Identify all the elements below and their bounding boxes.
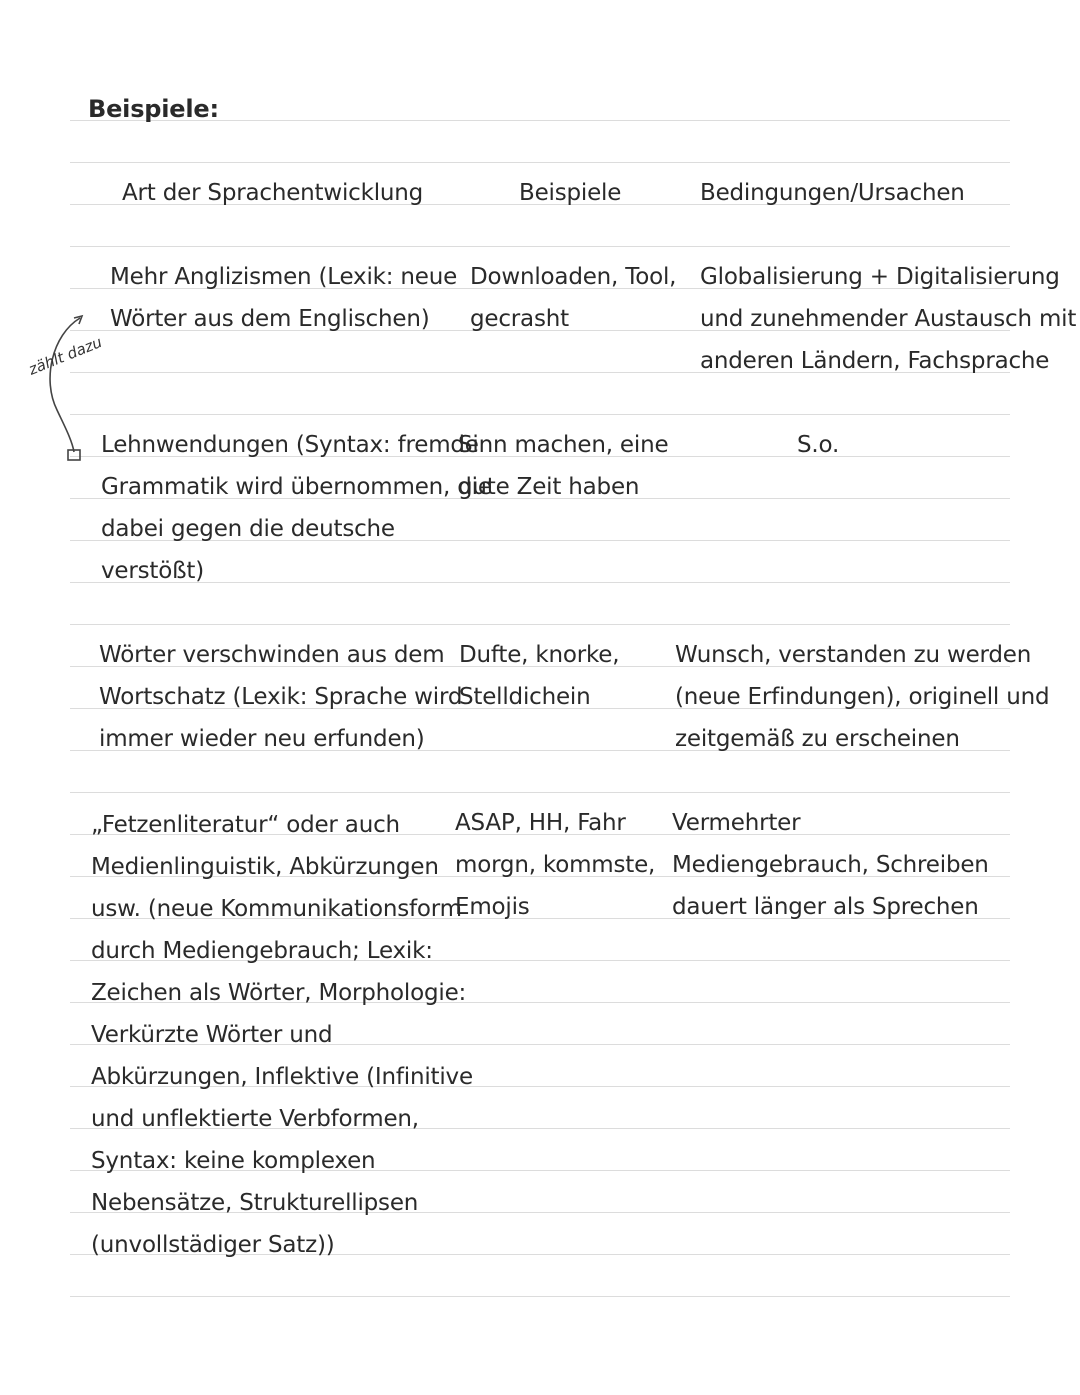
row4-beispiele-line1: ASAP, HH, Fahr [455,810,626,836]
row4-ursachen-line3: dauert länger als Sprechen [672,894,979,920]
row3-ursachen-line1: Wunsch, verstanden zu werden [675,642,1032,668]
row2-beispiele-line1: Sinn machen, eine [458,432,669,458]
curved-arrow-icon [22,300,102,470]
row1-ursachen-line1: Globalisierung + Digitalisierung [700,264,1060,290]
row4-art-line9: Syntax: keine komplexen [91,1148,376,1174]
row4-art-line10: Nebensätze, Strukturellipsen [91,1190,419,1216]
row3-beispiele-line1: Dufte, knorke, [459,642,620,668]
row2-art-line4: verstößt) [101,558,204,584]
row4-art-line11: (unvollstädiger Satz)) [91,1232,335,1258]
row2-beispiele-line2: gute Zeit haben [458,474,640,500]
column-header-art: Art der Sprachentwicklung [122,180,424,206]
column-header-beispiele: Beispiele [519,180,622,206]
row1-beispiele-line2: gecrasht [470,306,569,332]
row3-ursachen-line3: zeitgemäß zu erscheinen [675,726,960,752]
margin-note [22,300,105,474]
row4-art-line1: „Fetzenliteratur“ oder auch [91,812,400,838]
column-header-ursachen: Bedingungen/Ursachen [700,180,965,206]
row4-ursachen-line2: Mediengebrauch, Schreiben [672,852,989,878]
row3-art-line1: Wörter verschwinden aus dem [99,642,445,668]
row4-art-line5: Zeichen als Wörter, Morphologie: [91,980,467,1006]
row4-art-line2: Medienlinguistik, Abkürzungen [91,854,439,880]
row4-art-line3: usw. (neue Kommunikationsform [91,896,462,922]
row4-beispiele-line3: Emojis [455,894,530,920]
row3-ursachen-line2: (neue Erfindungen), originell und [675,684,1050,710]
row1-art-line1: Mehr Anglizismen (Lexik: neue [110,264,458,290]
row1-art-line2: Wörter aus dem Englischen) [110,306,430,332]
row4-art-line6: Verkürzte Wörter und [91,1022,333,1048]
row3-art-line3: immer wieder neu erfunden) [99,726,425,752]
row1-ursachen-line2: und zunehmender Austausch mit [700,306,1077,332]
page-heading: Beispiele: [88,95,219,123]
row3-art-line2: Wortschatz (Lexik: Sprache wird [99,684,463,710]
row1-ursachen-line3: anderen Ländern, Fachsprache [700,348,1050,374]
row2-ursachen-line1: S.o. [797,432,840,458]
row2-art-line1: Lehnwendungen (Syntax: fremde [101,432,479,458]
margin-note-text: zählt dazu [26,332,105,379]
row2-art-line3: dabei gegen die deutsche [101,516,395,542]
row4-art-line4: durch Mediengebrauch; Lexik: [91,938,433,964]
row4-ursachen-line1: Vermehrter [672,810,801,836]
row4-beispiele-line2: morgn, kommste, [455,852,656,878]
row1-beispiele-line1: Downloaden, Tool, [470,264,677,290]
row4-art-line7: Abkürzungen, Inflektive (Infinitive [91,1064,473,1090]
row2-art-line2: Grammatik wird übernommen, die [101,474,492,500]
row4-art-line8: und unflektierte Verbformen, [91,1106,419,1132]
row3-beispiele-line2: Stelldichein [459,684,591,710]
